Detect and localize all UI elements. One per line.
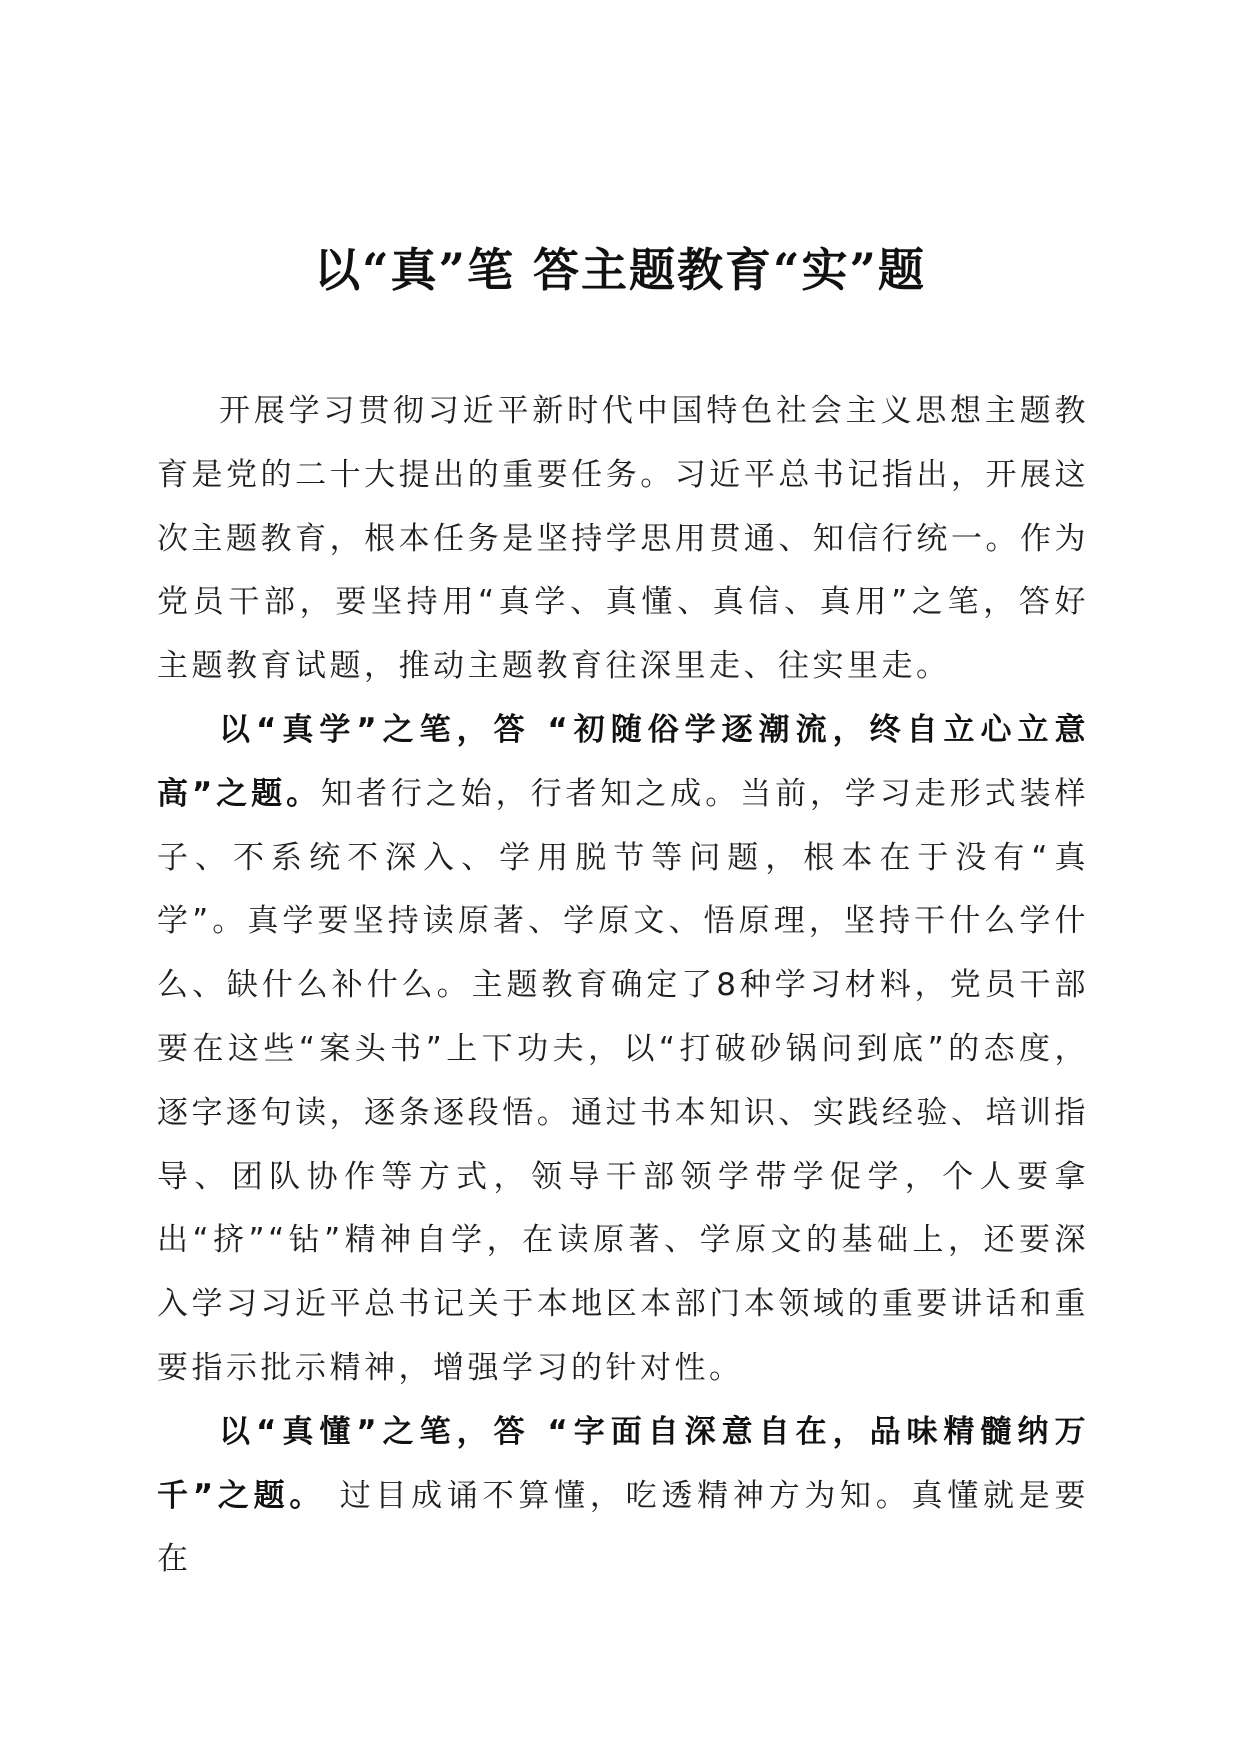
paragraph-lead: 以“真学”之笔，答 “初随俗学逐潮流，终自立心立意高”之题。	[157, 711, 1089, 812]
paragraph-true-study	[157, 699, 1089, 1401]
paragraph-intro	[157, 380, 1089, 699]
paragraph-true-understand	[157, 1401, 1089, 1592]
paragraph-text: 过目成诵不算懂，吃透精神方为知。真懂就是要在	[157, 1477, 1090, 1578]
paragraph-lead: 以“真懂”之笔，答 “字面自深意自在，品味精髓纳万千”之题。	[157, 1413, 1089, 1514]
paragraph-text: 知者行之始，行者知之成。当前，学习走形式装样子、不系统不深入、学用脱节等问题，根本在于没有“真学”。真学要坚持读原著、学原文、悟原理，坚持干什么学什么、缺什么补什么。主题教育确定了8种学习材料，党员干部要在这些“案头书”上下功夫，以“打破砂锅问到底”的态度，逐字逐句读，逐条逐段悟。通过书本知识、实践经验、培训指导、团队协作等方式，领导干部领学带学促学，个人要拿出“挤”“钻”精神自学，在读原著、学原文的基础上，还要深入学习习近平总书记关于本地区本部门本领域的重要讲话和重要指示批示精神，增强学习的针对性。	[157, 775, 1089, 1386]
document-title: 以“真”笔 答主题教育“实”题	[314, 243, 926, 297]
document-body	[157, 380, 1089, 1592]
paragraph-text: 开展学习贯彻习近平新时代中国特色社会主义思想主题教育是党的二十大提出的重要任务。习近平总书记指出，开展这次主题教育，根本任务是坚持学思用贯通、知信行统一。作为党员干部，要坚持用“真学、真懂、真信、真用”之笔，答好主题教育试题，推动主题教育往深里走、往实里走。	[157, 393, 1089, 685]
